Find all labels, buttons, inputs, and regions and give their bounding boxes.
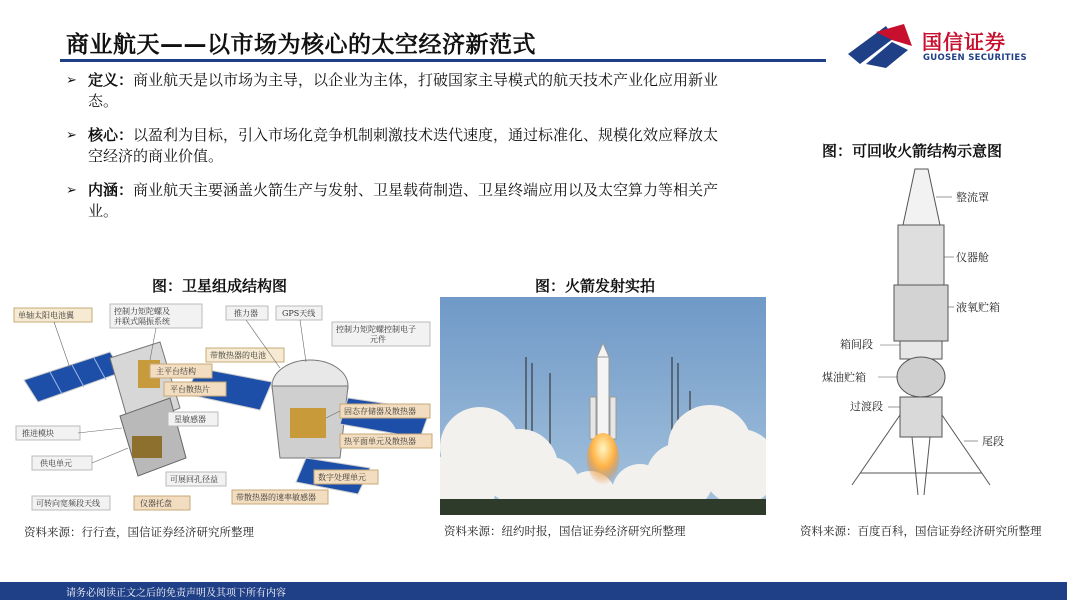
bullet-body: 商业航天主要涵盖火箭生产与发射、卫星载荷制造、卫星终端应用以及太空算力等相关产业。 [88, 181, 719, 220]
launch-source: 资料来源：纽约时报，国信证券经济研究所整理 [444, 524, 686, 538]
svg-text:并联式隔振系统: 并联式隔振系统 [114, 317, 170, 326]
launch-figure-title: 图：火箭发射实拍 [535, 277, 656, 295]
rocket-label-lox-tank: 液氧贮箱 [956, 301, 1000, 314]
logo-english-name: GUOSEN SECURITIES [923, 53, 1027, 63]
satellite-label-5 [206, 348, 284, 362]
svg-text:控制力矩陀螺控制电子: 控制力矩陀螺控制电子 [336, 325, 416, 334]
solar-array-left [24, 352, 122, 402]
svg-text:元件: 元件 [370, 335, 386, 344]
satellite-label-1 [110, 304, 202, 328]
rocket-label-transition: 过渡段 [850, 400, 883, 413]
svg-text:热平面单元及散热器: 热平面单元及散热器 [344, 437, 416, 446]
rocket-structure-image [800, 165, 1062, 500]
satellite-label-13 [166, 472, 226, 486]
satellite-label-15 [32, 496, 110, 510]
bullet-key: 内涵： [88, 181, 134, 199]
satellite-label-4 [332, 322, 430, 346]
rocket-figure-title: 图：可回收火箭结构示意图 [822, 142, 1003, 160]
satellite-label-17 [232, 490, 328, 504]
bullet-definition [66, 70, 726, 112]
satellite-label-16 [134, 496, 190, 510]
svg-text:推力器: 推力器 [234, 309, 258, 318]
satellite-label-2 [226, 306, 268, 320]
arrow-bullet-icon: ➢ [66, 128, 77, 143]
footer-bar [0, 582, 1067, 600]
satellite-label-6 [150, 364, 212, 378]
satellite-label-10 [340, 404, 430, 418]
arrow-bullet-icon: ➢ [66, 183, 77, 198]
svg-text:GPS天线: GPS天线 [282, 309, 316, 318]
satellite-label-9 [16, 426, 80, 440]
satellite-label-0 [14, 308, 92, 322]
svg-text:仪器托盘: 仪器托盘 [140, 499, 172, 508]
svg-text:控制力矩陀螺及: 控制力矩陀螺及 [114, 307, 170, 316]
guosen-logo-mark-icon [846, 24, 916, 68]
rocket-label-instrument-bay: 仪器舱 [956, 251, 989, 264]
svg-text:带散热器的电池: 带散热器的电池 [210, 351, 266, 360]
bullet-body: 商业航天是以市场为主导，以企业为主体，打破国家主导模式的航天技术产业化应用新业态。 [88, 71, 719, 110]
satellite-figure-title: 图：卫星组成结构图 [152, 277, 288, 295]
satellite-label-11 [32, 456, 92, 470]
tree-line [440, 499, 766, 515]
bullet-core [66, 125, 726, 167]
svg-text:供电单元: 供电单元 [40, 459, 72, 468]
svg-text:星敏感器: 星敏感器 [174, 415, 206, 424]
rocket-label-tail: 尾段 [982, 435, 1004, 448]
svg-text:单轴太阳电池翼: 单轴太阳电池翼 [18, 311, 74, 320]
guosen-logo [846, 22, 1046, 72]
bullet-scope [66, 180, 726, 222]
svg-text:可转向宽频段天线: 可转向宽频段天线 [36, 499, 100, 508]
logo-chinese-name: 国信证券 [922, 30, 1006, 54]
title-underline [60, 59, 826, 62]
bullet-list [66, 70, 726, 235]
svg-text:带散热器的速率敏感器: 带散热器的速率敏感器 [236, 493, 316, 502]
satellite-label-8 [168, 412, 218, 426]
page-title: 商业航天——以市场为核心的太空经济新范式 [66, 32, 536, 58]
bullet-key: 定义： [88, 71, 134, 89]
rocket-body [852, 169, 990, 495]
satellite-diagram [10, 298, 438, 516]
svg-text:可展回孔径益: 可展回孔径益 [170, 475, 218, 484]
satellite-body-left [110, 342, 186, 476]
satellite-label-12 [340, 434, 432, 448]
bullet-key: 核心： [88, 126, 134, 144]
satellite-structure-image [10, 298, 438, 516]
satellite-source: 资料来源：行行查，国信证券经济研究所整理 [24, 525, 254, 539]
svg-text:数字处理单元: 数字处理单元 [318, 473, 366, 482]
satellite-label-14 [314, 470, 378, 484]
satellite-label-7 [164, 382, 226, 396]
rocket-source: 资料来源：百度百科，国信证券经济研究所整理 [800, 524, 1042, 538]
svg-text:推进模块: 推进模块 [22, 429, 54, 438]
satellite-body-right [272, 360, 348, 458]
rocket-flame [587, 433, 619, 485]
rocket-label-intertank: 箱间段 [840, 338, 873, 351]
footer-disclaimer: 请务必阅读正文之后的免责声明及其项下所有内容 [66, 588, 286, 599]
arrow-bullet-icon: ➢ [66, 73, 77, 88]
satellite-label-3 [276, 306, 322, 320]
rocket-label-fairing: 整流罩 [956, 191, 989, 204]
bullet-body: 以盈利为目标，引入市场化竞争机制刺激技术迭代速度，通过标准化、规模化效应释放太空经济的商业价值。 [88, 126, 719, 165]
svg-text:平台散热片: 平台散热片 [170, 385, 210, 394]
svg-text:主平台结构: 主平台结构 [156, 367, 196, 376]
rocket-diagram [800, 165, 1062, 500]
svg-text:固态存储器及散热器: 固态存储器及散热器 [344, 407, 416, 416]
rocket-label-kerosene-tank: 煤油贮箱 [822, 371, 866, 384]
launch-photo-illustration [440, 297, 766, 515]
rocket-launch-photo [440, 297, 766, 515]
